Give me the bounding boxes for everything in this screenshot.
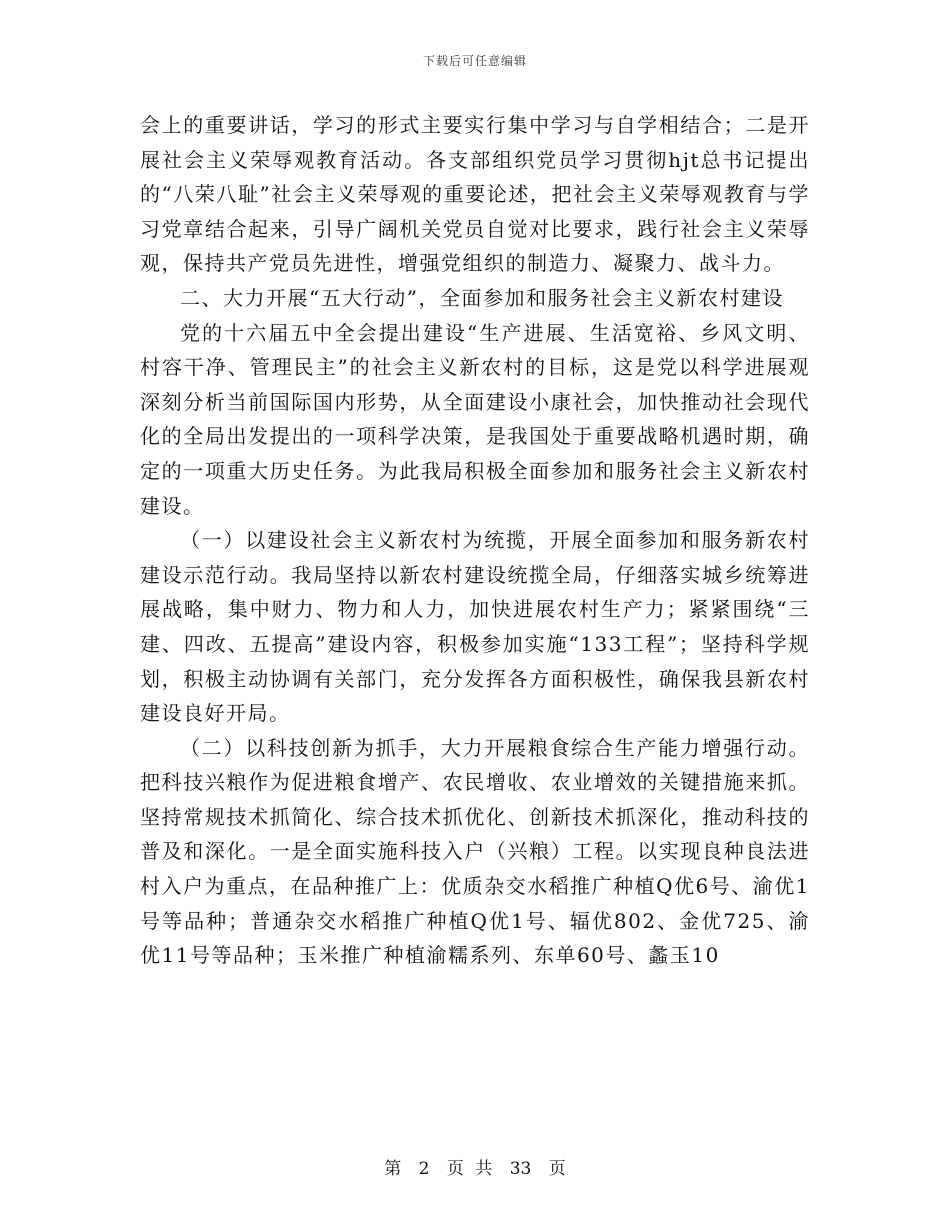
footer-prefix: 第	[384, 1159, 402, 1179]
paragraph-4: （二）以科技创新为抓手，大力开展粮食综合生产能力增强行动。把科技兴粮作为促进粮食增产、农民增收、农业增效的关键措施来抓。坚持常规技术抓简化、综合技术抓优化、创新技术抓深化，推动科技的普及和深化。一是全面实施科技入户（兴粮）工程。以实现良种良法进村入户为重点，在品种推广上：优质杂交水稻推广种植Q优6号、渝优1号等品种；普通杂交水稻推广种植Q优1号、辐优802、金优725、渝优11号等品种；玉米推广种植渝糯系列、东单60号、蠡玉10	[140, 735, 810, 968]
page-number: 2	[418, 1159, 430, 1179]
document-body	[140, 108, 810, 973]
paragraph-3: （一）以建设社会主义新农村为统揽，开展全面参加和服务新农村建设示范行动。我局坚持以新农村建设统揽全局，仔细落实城乡统筹进展战略，集中财力、物力和人力，加快进展农村生产力；紧紧围绕“三建、四改、五提高”建设内容，积极参加实施“133工程”；坚持科学规划，积极主动协调有关部门，充分发挥各方面积极性，确保我县新农村建设良好开局。	[140, 528, 810, 726]
footer-suffix: 页	[548, 1159, 566, 1179]
paragraph-1: 会上的重要讲话，学习的形式主要实行集中学习与自学相结合；二是开展社会主义荣辱观教育活动。各支部组织党员学习贯彻hjt总书记提出的“八荣八耻”社会主义荣辱观的重要论述，把社会主义荣辱观教育与学习党章结合起来，引导广阔机关党员自觉对比要求，践行社会主义荣辱观，保持共产党员先进性，增强党组织的制造力、凝聚力、战斗力。	[140, 113, 810, 276]
page-footer	[0, 1154, 950, 1179]
total-pages: 33	[509, 1159, 532, 1179]
page-header: 下载后可任意编辑	[422, 54, 527, 68]
footer-middle: 页 共	[446, 1159, 493, 1179]
paragraph-2: 党的十六届五中全会提出建设“生产进展、生活宽裕、乡风文明、村容干净、管理民主”的社会主义新农村的目标，这是党以科学进展观深刻分析当前国际国内形势，从全面建设小康社会，加快推动社会现代化的全局出发提出的一项科学决策，是我国处于重要战略机遇时期，确定的一项重大历史任务。为此我局积极全面参加和服务社会主义新农村建设。	[140, 320, 810, 518]
section-heading: 二、大力开展“五大行动”，全面参加和服务社会主义新农村建设	[180, 285, 784, 310]
